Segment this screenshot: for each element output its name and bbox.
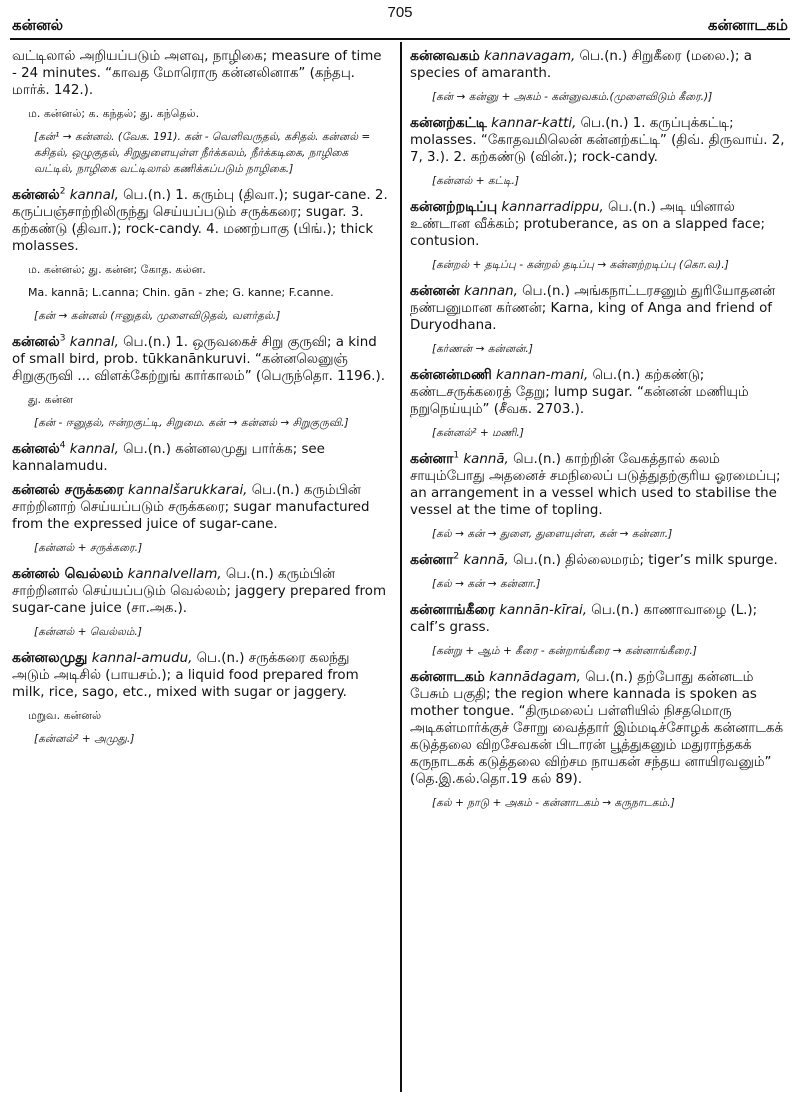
etymology: [கன்றல் + தடிப்பு - கன்றல் தடிப்பு → கன்னற்றடிப்பு (கொ.வ).] [432,259,729,271]
etymology: [கன்று + ஆம் + கீரை - கன்றாங்கீரை → கன்னாங்கீரை.] [432,645,697,657]
etymology: [கன்¹ → கன்னல். (வேக. 191). கன் - வெளிவருதல், கசிதல். கன்னல் = கசிதல், ஒழுகுதல், சிறுதுளையுள்ள நீர்க்கலம், நீர்க்கடிகை, நாழிகை வட்டில், நாழிகை வட்டிலால் கணிக்கப்படும் நாழிகை.] [34,131,371,175]
headword: கன்னற்கட்டி [410,115,487,131]
page-number: 705 [387,4,413,21]
page-header [0,0,800,40]
dictionary-entry [12,566,390,617]
etymology: [கன் → கன்னல் (ஈனுதல், முளைவிடுதல், வளர்தல்.] [34,310,281,322]
homonym-number: 1 [453,450,460,461]
definition: பெ.(n.) கற்கண்டு; கண்டசருக்கரைத் தேறு; lump sugar. “கன்னன் மணியும் நறுநெய்யும்” (சீவக. 2703.). [410,368,749,417]
definition: பெ.(n.) காற்றின் வேகத்தால் கலம் சாயும்போது அதனைச் சமநிலைப் படுத்துதற்குரிய ஓரமைப்பு; an arrangement in a vessel which used to stabilise the vessel at the time of topling. [410,452,781,518]
headword: கன்னல் சருக்கரை [12,482,124,498]
transliteration: kannal, [69,188,119,203]
transliteration: kannan, [463,284,518,299]
dictionary-entry [410,115,788,166]
transliteration: kannalšarukkarai, [128,483,248,498]
etymology: [கன்னல் + சருக்கரை.] [34,542,143,554]
cognates: ம. கன்னல்; க. கந்தல்; து. கந்தெல். [28,107,200,120]
transliteration: kannal, [69,442,119,457]
headword: கன்னல் [12,187,60,203]
definition: பெ.(n.) கன்னலமுது பார்க்க; see kannalamudu. [12,442,325,474]
dictionary-entry [410,451,788,519]
headword: கன்னன்மணி [410,367,492,383]
dictionary-entry [12,441,390,475]
homonym-number: 2 [59,186,66,197]
transliteration: kannān-kīrai, [499,603,588,618]
dictionary-entry [410,669,788,788]
left-column [12,48,390,1094]
headword: கன்னா [410,552,454,568]
transliteration: kannavagam, [484,49,576,64]
etymology: [கன் → கன்னு + அகம் - கன்னுவகம்.(முளைவிடும் கீரை.)] [432,91,713,103]
homonym-number: 4 [59,440,66,451]
definition: பெ.(n.) சருக்கரை கலந்து அடும் அடிசில் (பாயசம்.); a liquid food prepared from milk, rice, sago, etc., mixed with sugar or jaggery. [12,651,359,700]
etymology: [கன்னல் + வெல்லம்.] [34,626,142,638]
homonym-number: 2 [453,551,460,562]
headword: கன்னல் வெல்லம் [12,566,124,582]
dictionary-entry [410,283,788,334]
definition: பெ.(n.) கரும்பின் சாற்றினால் செய்யப்படும் வெல்லம்; jaggery prepared from sugar-cane juice (சா.அக.). [12,567,386,616]
dictionary-entry [12,187,390,255]
transliteration: kannar-katti, [491,116,577,131]
transliteration: kannalvellam, [127,567,222,582]
definition: பெ.(n.) காணாவாழை (L.); calf’s grass. [410,603,758,635]
transliteration: kannā, [463,553,509,568]
homonym-number: 3 [59,333,66,344]
transliteration: kannarradippu, [501,200,604,215]
synonym-note: மறுவ. கன்னல் [28,709,102,722]
definition: பெ.(n.) அடி யினால் உண்டான வீக்கம்; protuberance, as on a slapped face; contusion. [410,200,766,249]
headword: கன்னாடகம் [410,669,485,685]
dictionary-entry [410,48,788,82]
headword: கன்னல் [12,334,60,350]
transliteration: kannādagam, [489,670,581,685]
etymology: [கர்ணன் → கன்னன்.] [432,343,533,355]
column-divider [400,42,402,1092]
header-left-guideword: கன்னல் [12,16,64,34]
definition: பெ.(n.) அங்கநாட்டரசனும் துரியோதனன் நண்பனுமான கர்ணன்; Karna, king of Anga and friend of Duryodhana. [410,284,776,333]
definition: பெ.(n.) கரும்பின் சாற்றினாற் செய்யப்படும் சருக்கரை; sugar manufactured from the expressed juice of sugar-cane. [12,483,370,532]
headword: கன்னல் [12,441,60,457]
etymology: [கல் → கன் → கன்னா.] [432,578,541,590]
headword: கன்னாங்கீரை [410,602,496,618]
dictionary-entry [12,482,390,533]
dictionary-entry [410,367,788,418]
headword: கன்னன் [410,283,460,299]
dictionary-entry [12,334,390,385]
headword: கன்னவகம் [410,48,480,64]
etymology: [கல் + நாடு + அகம் - கன்னாடகம் → கருநாடகம்.] [432,797,675,809]
header-right-guideword: கன்னாடகம் [707,16,788,34]
dictionary-entry [12,650,390,701]
continued-entry-text: வட்டிலால் அறியப்படும் அளவு, நாழிகை; measure of time - 24 minutes. “காவத மோரொரு கன்னலினாக” (கந்தபு. மார்க். 142.). [12,49,382,98]
header-rule [10,38,790,40]
transliteration: kannal, [69,335,119,350]
etymology: [கன்னல் + கட்டி.] [432,175,520,187]
definition: பெ.(n.) தற்போது கன்னடம் பேசும் பகுதி; the region where kannada is spoken as mother tongue. “திருமலைப் பள்ளியில் நிசதமொரு அடிகள்மார்க்குச் சோறு வைத்தார் இம்மடிச்சோழக் கன்னாடகக் கடுத்தலை விறசேவகன் பிடாரன் பூத்துகனும் மதுராந்தகக் கருநாடகக் கடுத்தலை விற்சம நாயகன் சந்தய னாயிரவனும்” (தெ.இ.கல்.தொ.19 கல் 89). [410,670,784,787]
transliteration: kannan-mani, [496,368,589,383]
etymology: [கல் → கன் → துளை, துளையுள்ள, கன் → கன்னா.] [432,528,673,540]
transliteration: kannā, [463,452,509,467]
cognates: து. கன்ன [28,393,73,406]
transliteration: kannal-amudu, [91,651,193,666]
dictionary-entry [410,552,788,569]
dictionary-entry [410,199,788,250]
right-column [410,48,788,1094]
headword: கன்னா [410,451,454,467]
etymology: [கன்னல்² + மணி.] [432,427,524,439]
definition: பெ.(n.) சிறுகீரை (மலை.); a species of amaranth. [410,49,752,81]
definition: பெ.(n.) தில்லைமரம்; tiger’s milk spurge. [513,553,778,568]
headword: கன்னலமுது [12,650,88,666]
cognates: ம. கன்னல்; து. கன்ன; கோத. கல்ன. [28,263,206,276]
definition: பெ.(n.) 1. ஒருவகைச் சிறு குருவி; a kind of small bird, prob. tūkkanānkuruvi. “கன்னலெனுஞ் சிறுகுருவி ... விளக்கேற்றுங் கார்காலம்” (பெருந்தொ. 1196.). [12,335,385,384]
etymology: [கன் - ஈனுதல், ஈன்றகுட்டி, சிறுமை. கன் → கன்னல் → சிறுகுருவி.] [34,417,349,429]
headword: கன்னற்றடிப்பு [410,199,498,215]
dictionary-entry [410,602,788,636]
etymology: [கன்னல்² + அமுது.] [34,733,135,745]
cognates-foreign: Ma. kannā; L.canna; Chin. gān - zhe; G. kanne; F.canne. [28,286,334,299]
definition: பெ.(n.) 1. கருப்புக்கட்டி; molasses. “கோதவமிலென் கன்னற்கட்டி” (திவ். திருவாய். 2, 7, 3.). 2. கற்கண்டு (வின்.); rock-candy. [410,116,785,165]
definition: பெ.(n.) 1. கரும்பு (திவா.); sugar-cane. 2. கருப்பஞ்சாற்றிலிருந்து செய்யப்படும் சருக்கரை; sugar. 3. கற்கண்டு (திவா.); rock-candy. 4. மணற்பாகு (பிங்.); thick molasses. [12,188,388,254]
